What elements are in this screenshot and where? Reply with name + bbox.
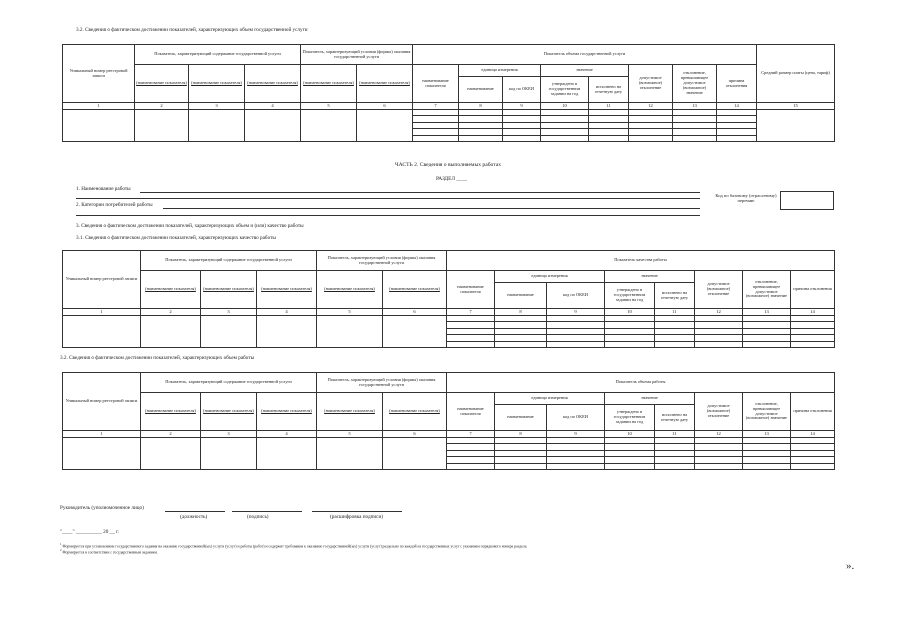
col-value: значение bbox=[605, 271, 695, 283]
work-name-line-2[interactable] bbox=[76, 198, 700, 199]
col-content: Показатель, характеризующий содержание государственной услуги bbox=[141, 251, 317, 271]
ind-2: (наименование показателя) bbox=[201, 271, 257, 309]
quality-title: 3.1. Сведения о фактическом достижении показателей, характеризующих качество работы bbox=[76, 235, 276, 241]
col-unit: единица измерения bbox=[459, 65, 541, 77]
num-cell: 3 bbox=[189, 103, 245, 110]
col-allowed: допустимое (возможное) отклонение bbox=[695, 271, 743, 309]
service-volume-table bbox=[62, 44, 835, 142]
col-unit-name: наименование bbox=[495, 283, 547, 309]
ind-3: (наименование показателя) bbox=[257, 271, 317, 309]
col-executed: исполнено на отчетную дату bbox=[589, 77, 629, 103]
col-exceed: отклонение, превышающее допустимое (возможное) значение bbox=[673, 65, 717, 103]
work-name-line[interactable] bbox=[140, 192, 700, 193]
num-cell: 7 bbox=[447, 309, 495, 316]
col-okei: код по ОКЕИ bbox=[547, 283, 605, 309]
num-cell: 2 bbox=[141, 309, 201, 316]
volume-section-title: 3.2. Сведения о фактическом достижении показателей, характеризующих объем работы bbox=[60, 355, 255, 361]
indicators-title: 3. Сведения о фактическом достижении показателей, характеризующих объем и (или) качество работы bbox=[76, 223, 304, 229]
ind-4: (наименование показателя) bbox=[301, 65, 357, 103]
col-approved: утверждено в государственном задании на год bbox=[605, 283, 655, 309]
section-label: РАЗДЕЛ ____ bbox=[436, 176, 468, 182]
col-unit-name: наименование bbox=[459, 77, 503, 103]
col-unit: единица измерения bbox=[495, 271, 605, 283]
col-value: значение bbox=[541, 65, 629, 77]
num-cell: 1 bbox=[63, 431, 141, 438]
consumers-label: 2. Категории потребителей работы bbox=[76, 202, 153, 208]
num-cell: 8 bbox=[495, 431, 547, 438]
col-executed: исполнено на отчетную дату bbox=[655, 283, 695, 309]
num-cell: 14 bbox=[717, 103, 757, 110]
col-ind-name: наименование показателя bbox=[413, 65, 459, 103]
col-content: Показатель, характеризующий содержание государственной услуги bbox=[135, 45, 301, 65]
col-conditions: Показатель, характеризующий условия (формы) оказания государственной услуги bbox=[301, 45, 413, 65]
col-unit-name: наименование bbox=[495, 405, 547, 431]
num-cell: 8 bbox=[495, 309, 547, 316]
col-ind-name: наименование показателя bbox=[447, 393, 495, 431]
ind-4: (наименование показателя) bbox=[317, 271, 383, 309]
col-reason: причина отклонения bbox=[791, 393, 835, 431]
closing-quote-mark: ». bbox=[846, 560, 855, 572]
num-cell: 4 bbox=[257, 431, 317, 438]
col-reason: причина отклонения bbox=[717, 65, 757, 103]
num-cell: 9 bbox=[503, 103, 541, 110]
col-reason: причина отклонения bbox=[791, 271, 835, 309]
footnote-2: $^2$ Формируется в соответствии с государственным заданием. bbox=[60, 548, 158, 555]
col-unit: единица измерения bbox=[495, 393, 605, 405]
consumers-line-2[interactable] bbox=[76, 215, 700, 216]
num-cell: 11 bbox=[655, 431, 695, 438]
decode-line[interactable] bbox=[312, 511, 402, 512]
ind-1: (наименование показателя) bbox=[141, 271, 201, 309]
ind-5: (наименование показателя) bbox=[357, 65, 413, 103]
num-cell: 6 bbox=[357, 103, 413, 110]
signature-line[interactable] bbox=[232, 511, 302, 512]
num-cell: 6 bbox=[383, 309, 447, 316]
col-quality: Показатель качества работы bbox=[447, 251, 835, 271]
num-cell: 10 bbox=[605, 309, 655, 316]
signature-head-label: Руководитель (уполномоченное лицо) bbox=[60, 505, 144, 511]
base-code-label: Код по базовому (отраслевому) перечню bbox=[715, 193, 777, 204]
col-content: Показатель, характеризующий содержание государственной услуги bbox=[141, 373, 317, 393]
num-cell: 13 bbox=[673, 103, 717, 110]
consumers-line[interactable] bbox=[163, 208, 700, 209]
num-cell: 3 bbox=[201, 431, 257, 438]
footnote-1: $^1$ Формируется при установлении государственного задания на оказание государственной(ых) услуги (услуг) и работы (работ) и содержит требования к оказанию государственной(ых) услуги (услуг) раздельно по каждой из государственных услуг с указанием порядкового номера раздела. bbox=[60, 542, 528, 549]
date-line[interactable]: "____" __________ 20 __ г. bbox=[60, 529, 119, 535]
col-okei: код по ОКЕИ bbox=[547, 405, 605, 431]
col-volume: Показатель объема работы bbox=[447, 373, 835, 393]
num-cell: 12 bbox=[695, 431, 743, 438]
ind-1: (наименование показателя) bbox=[135, 65, 189, 103]
num-cell: 11 bbox=[589, 103, 629, 110]
num-cell: 12 bbox=[695, 309, 743, 316]
num-cell: 5 bbox=[317, 431, 383, 438]
num-cell: 2 bbox=[135, 103, 189, 110]
base-code-box[interactable] bbox=[780, 191, 834, 210]
ind-5: (наименование показателя) bbox=[383, 393, 447, 431]
col-allowed: допустимое (возможное) отклонение bbox=[629, 65, 673, 103]
decode-caption: (расшифровка подписи) bbox=[330, 514, 383, 520]
section-title-service-volume: 3.2. Сведения о фактическом достижении показателей, характеризующих объем государственной услуги bbox=[76, 27, 308, 33]
num-cell: 10 bbox=[605, 431, 655, 438]
num-cell: 1 bbox=[63, 309, 141, 316]
num-cell: 14 bbox=[791, 309, 835, 316]
ind-3: (наименование показателя) bbox=[257, 393, 317, 431]
position-line[interactable] bbox=[165, 511, 225, 512]
ind-1: (наименование показателя) bbox=[141, 393, 201, 431]
position-caption: (должность) bbox=[180, 514, 208, 520]
col-volume: Показатель объема государственной услуги bbox=[413, 45, 757, 65]
num-cell: 5 bbox=[301, 103, 357, 110]
quality-table bbox=[62, 250, 835, 348]
col-exceed: отклонение, превышающее допустимое (возможное) значение bbox=[743, 393, 791, 431]
ind-3: (наименование показателя) bbox=[245, 65, 301, 103]
ind-2: (наименование показателя) bbox=[189, 65, 245, 103]
col-approved: утверждено в государственном задании на год bbox=[605, 405, 655, 431]
col-exceed: отклонение, превышающее допустимое (возможное) значение bbox=[743, 271, 791, 309]
num-cell: 15 bbox=[757, 103, 835, 110]
num-cell: 4 bbox=[245, 103, 301, 110]
num-cell: 7 bbox=[413, 103, 459, 110]
num-cell: 4 bbox=[257, 309, 317, 316]
num-cell: 1 bbox=[63, 103, 135, 110]
num-cell: 14 bbox=[791, 431, 835, 438]
col-allowed: допустимое (возможное) отклонение bbox=[695, 393, 743, 431]
col-ind-name: наименование показателя bbox=[447, 271, 495, 309]
col-unique-number: Уникальный номер реестровой записи bbox=[63, 251, 141, 309]
num-cell: 13 bbox=[743, 431, 791, 438]
num-cell: 9 bbox=[547, 309, 605, 316]
ind-2: (наименование показателя) bbox=[201, 393, 257, 431]
num-cell: 11 bbox=[655, 309, 695, 316]
num-cell: 7 bbox=[447, 431, 495, 438]
num-cell: 6 bbox=[383, 431, 447, 438]
part2-title: ЧАСТЬ 2. Сведения о выполняемых работах bbox=[395, 162, 502, 168]
num-cell: 8 bbox=[459, 103, 503, 110]
col-okei: код по ОКЕИ bbox=[503, 77, 541, 103]
col-unique-number: Уникальный номер реестровой записи bbox=[63, 373, 141, 431]
num-cell: 3 bbox=[201, 309, 257, 316]
num-cell: 12 bbox=[629, 103, 673, 110]
col-avg-price: Средний размер платы (цена, тариф) bbox=[757, 45, 835, 103]
col-conditions: Показатель, характеризующий условия (формы) оказания государственной услуги bbox=[317, 373, 447, 393]
ind-4: (наименование показателя) bbox=[317, 393, 383, 431]
work-volume-table bbox=[62, 372, 835, 470]
signature-caption: (подпись) bbox=[247, 514, 269, 520]
col-conditions: Показатель, характеризующий условия (формы) оказания государственной услуги bbox=[317, 251, 447, 271]
num-cell: 2 bbox=[141, 431, 201, 438]
ind-5: (наименование показателя) bbox=[383, 271, 447, 309]
col-executed: исполнено на отчетную дату bbox=[655, 405, 695, 431]
col-approved: утверждено в государственном задании на год bbox=[541, 77, 589, 103]
num-cell: 9 bbox=[547, 431, 605, 438]
col-unique-number: Уникальный номер реестровой записи bbox=[63, 45, 135, 103]
num-cell: 13 bbox=[743, 309, 791, 316]
col-value: значение bbox=[605, 393, 695, 405]
num-cell: 5 bbox=[317, 309, 383, 316]
work-name-label: 1. Наименование работы bbox=[76, 186, 131, 192]
num-cell: 10 bbox=[541, 103, 589, 110]
